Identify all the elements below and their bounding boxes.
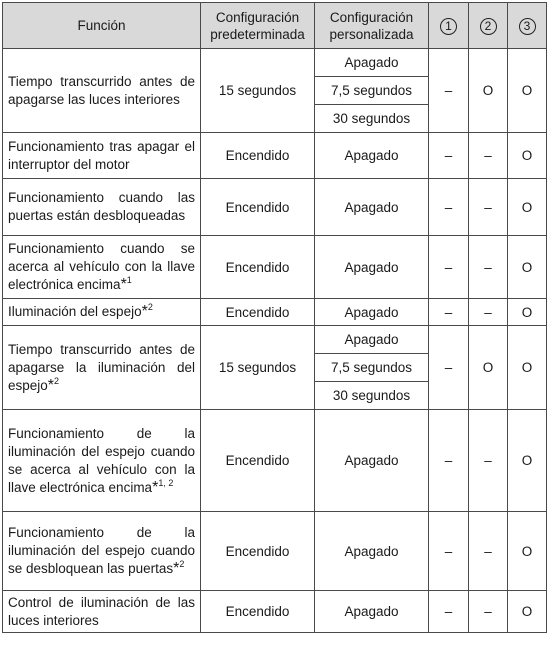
mode-2-cell: – (469, 512, 508, 591)
function-cell (3, 512, 201, 591)
default-cell: Encendido (201, 133, 315, 179)
mode-1-cell: – (429, 326, 469, 410)
header-default: Configuración predeterminada (201, 3, 315, 49)
default-cell: Encendido (201, 512, 315, 591)
mode-3-cell: O (508, 591, 547, 633)
custom-option: 30 segundos (315, 105, 429, 133)
footnote-ref: 1 (126, 275, 132, 285)
settings-table (2, 2, 547, 633)
mode-3-cell: O (508, 326, 547, 410)
table-row (3, 326, 547, 354)
default-cell: Encendido (201, 236, 315, 299)
mode-3-cell: O (508, 179, 547, 236)
default-cell: Encendido (201, 591, 315, 633)
custom-cell: Apagado (315, 591, 429, 633)
mode-1-cell: – (429, 49, 469, 133)
table-row (3, 133, 547, 179)
footnote-ref: 2 (147, 302, 153, 312)
header-function: Función (3, 3, 201, 49)
mode-1-cell: – (429, 133, 469, 179)
function-text: Funcionamiento tras apagar el interruptor del motor (8, 138, 195, 172)
function-text: Funcionamiento cuando se acerca al vehículo con la llave electrónica encima (8, 241, 195, 292)
function-text: Control de iluminación de las luces interiores (8, 594, 195, 628)
mode-1-cell: – (429, 236, 469, 299)
table-header-row (3, 3, 547, 49)
table-row (3, 299, 547, 326)
header-col-2: 2 (469, 3, 508, 49)
mode-2-cell: O (469, 49, 508, 133)
mode-1-cell: – (429, 299, 469, 326)
footnote-star: * (173, 560, 180, 577)
mode-2-cell: – (469, 591, 508, 633)
custom-cell: Apagado (315, 299, 429, 326)
function-text: Funcionamiento de la iluminación del espejo cuando se desbloquean las puertas (8, 525, 195, 576)
mode-3-cell: O (508, 236, 547, 299)
footnote-ref: 2 (54, 375, 60, 386)
function-cell (3, 326, 201, 410)
footnote-star: * (152, 478, 159, 496)
function-cell (3, 410, 201, 512)
table-row (3, 591, 547, 633)
header-col-1: 1 (429, 3, 469, 49)
custom-option: 30 segundos (315, 382, 429, 410)
footnote-star: * (120, 276, 127, 293)
function-text: Iluminación del espejo (8, 304, 142, 319)
function-cell (3, 49, 201, 133)
mode-3-cell: O (508, 133, 547, 179)
footnote-ref: 1, 2 (158, 477, 174, 488)
function-cell (3, 236, 201, 299)
mode-3-cell: O (508, 410, 547, 512)
custom-option: Apagado (315, 326, 429, 354)
mode-2-cell: – (469, 410, 508, 512)
table-row (3, 512, 547, 591)
function-text: Tiempo transcurrido antes de apagarse la iluminación del espejo (8, 341, 195, 393)
mode-3-cell: O (508, 49, 547, 133)
mode-2-cell: – (469, 236, 508, 299)
default-cell: Encendido (201, 179, 315, 236)
function-cell (3, 179, 201, 236)
mode-1-cell: – (429, 410, 469, 512)
custom-option: 7,5 segundos (315, 354, 429, 382)
mode-2-cell: – (469, 179, 508, 236)
function-cell (3, 591, 201, 633)
mode-1-cell: – (429, 591, 469, 633)
table-row (3, 236, 547, 299)
custom-cell: Apagado (315, 133, 429, 179)
custom-option: Apagado (315, 49, 429, 77)
default-cell: Encendido (201, 299, 315, 326)
function-cell (3, 299, 201, 326)
header-custom: Configuración personalizada (315, 3, 429, 49)
default-cell: 15 segundos (201, 49, 315, 133)
footnote-ref: 2 (179, 559, 185, 569)
function-text: Tiempo transcurrido antes de apagarse las luces interiores (8, 73, 195, 107)
mode-1-cell: – (429, 179, 469, 236)
table-row (3, 179, 547, 236)
custom-option: 7,5 segundos (315, 77, 429, 105)
custom-cell: Apagado (315, 410, 429, 512)
function-text: Funcionamiento de la iluminación del espejo cuando se acerca al vehículo con la llave electrónica encima (8, 425, 195, 495)
function-text: Funcionamiento cuando las puertas están desbloqueadas (8, 190, 195, 223)
custom-cell: Apagado (315, 512, 429, 591)
mode-3-cell: O (508, 512, 547, 591)
mode-1-cell: – (429, 512, 469, 591)
mode-2-cell: – (469, 133, 508, 179)
footnote-star: * (141, 303, 148, 320)
header-col-3: 3 (508, 3, 547, 49)
function-cell (3, 133, 201, 179)
mode-2-cell: – (469, 299, 508, 326)
default-cell: 15 segundos (201, 326, 315, 410)
custom-cell: Apagado (315, 179, 429, 236)
custom-cell: Apagado (315, 236, 429, 299)
mode-2-cell: O (469, 326, 508, 410)
mode-3-cell: O (508, 299, 547, 326)
table-row (3, 49, 547, 77)
table-row (3, 410, 547, 512)
footnote-star: * (47, 376, 55, 394)
default-cell: Encendido (201, 410, 315, 512)
